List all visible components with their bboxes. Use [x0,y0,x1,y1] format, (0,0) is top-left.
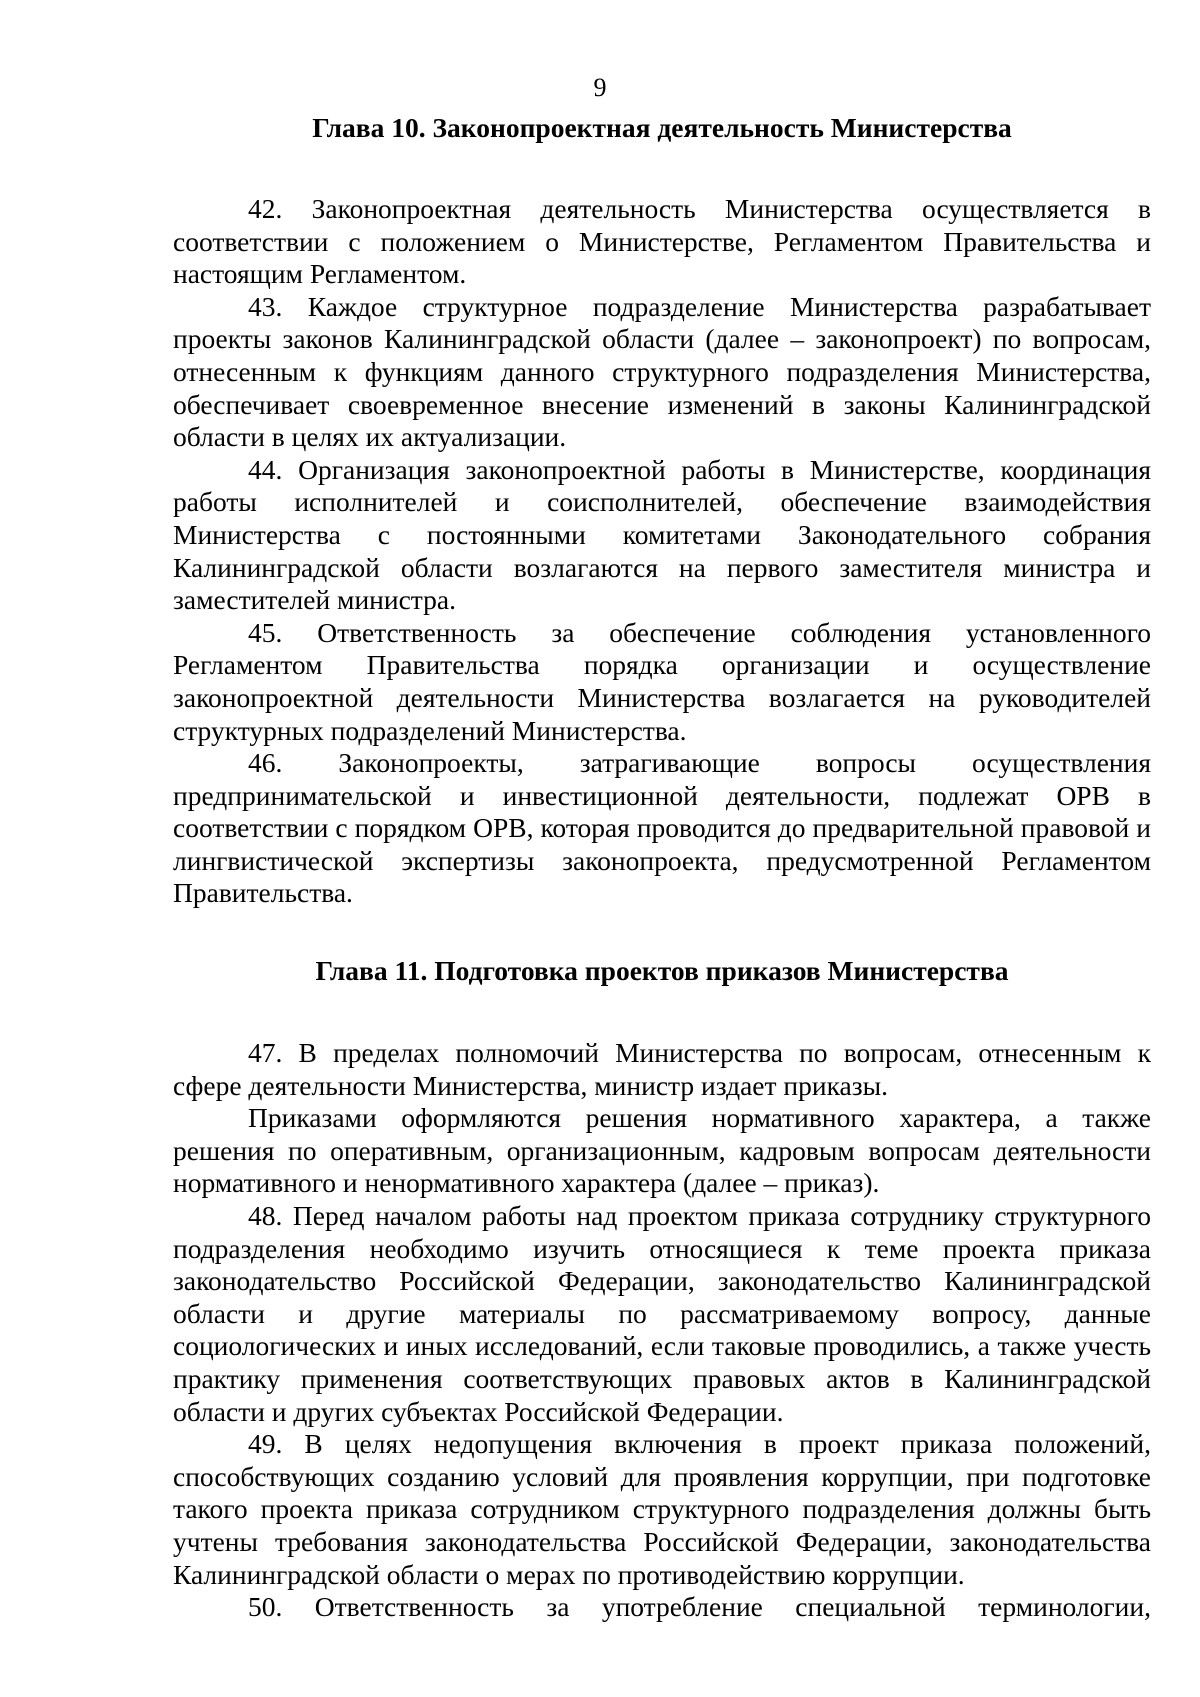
chapter-11-title: Глава 11. Подготовка проектов приказов Министерства [315,955,1009,987]
paragraph-48: 48. Перед началом работы над проектом приказа сотруднику структурного подразделения необходимо изучить относящиеся к теме проекта приказа законодательство Российской Федерации, законодательство Калининградской области и другие материалы по рассматриваемому вопросу, данные социологических и иных исследований, если таковые проводились, а также учесть практику применения соответствующих правовых актов в Калининградской области и других субъектах Российской Федерации. [173,1200,1151,1427]
paragraph-50: 50. Ответственность за употребление специальной терминологии, [248,1591,1151,1623]
document-body [173,112,1151,1624]
paragraph-43: 43. Каждое структурное подразделение Министерства разрабатывает проекты законов Калининградской области (далее – законопроект) по вопросам, отнесенным к функциям данного структурного подразделения Министерства, обеспечивает своевременное внесение изменений в законы Калининградской области в целях их актуализации. [173,290,1151,453]
chapter-10-title: Глава 10. Законопроектная деятельность Министерства [312,112,1012,143]
paragraph-47: 47. В пределах полномочий Министерства по вопросам, отнесенным к сфере деятельности Министерства, министр издает приказы. [173,1037,1151,1101]
paragraph-46: 46. Законопроекты, затрагивающие вопросы осуществления предпринимательской и инвестиционной деятельности, подлежат ОРВ в соответствии с порядком ОРВ, которая проводится до предварительной правовой и лингвистической экспертизы законопроекта, предусмотренной Регламентом Правительства. [173,747,1151,909]
page-number: 9 [593,73,607,102]
paragraph-45: 45. Ответственность за обеспечение соблюдения установленного Регламентом Правительства порядка организации и осуществление законопроектной деятельности Министерства возлагается на руководителей структурных подразделений Министерства. [173,616,1151,746]
paragraph-47-continued: Приказами оформляются решения нормативного характера, а также решения по оперативным, организационным, кадровым вопросам деятельности нормативного и ненормативного характера (далее – приказ). [173,1102,1151,1199]
paragraph-49: 49. В целях недопущения включения в проект приказа положений, способствующих созданию условий для проявления коррупции, при подготовке такого проекта приказа сотрудником структурного подразделения должны быть учтены требования законодательства Российской Федерации, законодательства Калининградской области о мерах по противодействию коррупции. [173,1428,1151,1590]
paragraph-42: 42. Законопроектная деятельность Министерства осуществляется в соответствии с положением о Министерстве, Регламентом Правительства и настоящим Регламентом. [173,193,1151,290]
paragraph-44: 44. Организация законопроектной работы в Министерстве, координация работы исполнителей и соисполнителей, обеспечение взаимодействия Министерства с постоянными комитетами Законодательного собрания Калининградской области возлагаются на первого заместителя министра и заместителей министра. [173,453,1151,616]
